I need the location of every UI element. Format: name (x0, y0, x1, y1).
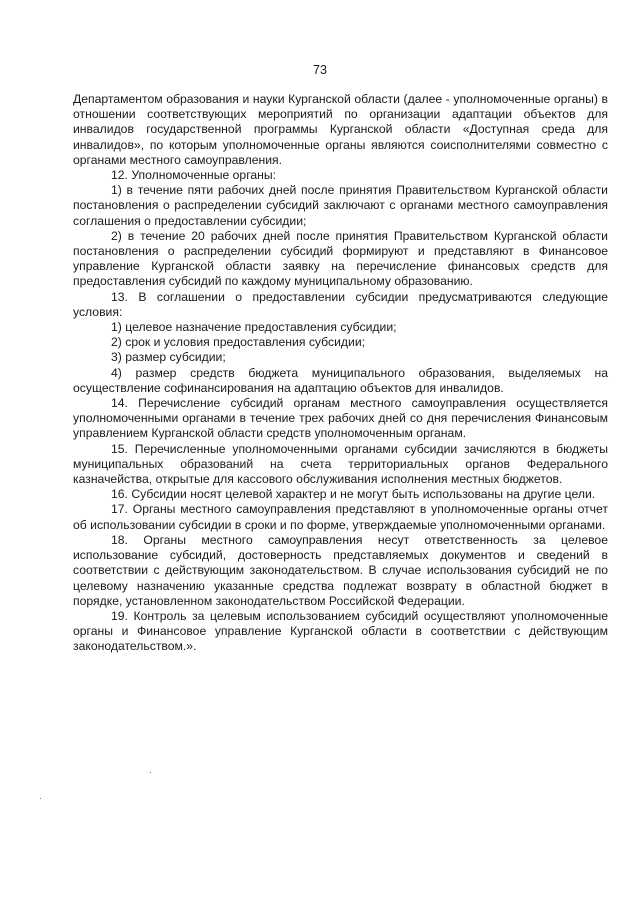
paragraph-continuation: Департаментом образования и науки Курганской области (далее - уполномоченные органы) в отношении соответствующих мероприятий по организации адаптации объектов для инвалидов государственной программы Курганской области «Доступная среда для инвалидов», по которым уполномоченные органы являются соисполнителями совместно с органами местного самоуправления. (73, 92, 608, 167)
paragraph-13-item-3: 3) размер субсидии; (111, 350, 226, 365)
paragraph-12: 12. Уполномоченные органы: (111, 168, 277, 183)
page-number: 73 (313, 63, 327, 77)
paragraph-16: 16. Субсидии носят целевой характер и не могут быть использованы на другие цели. (111, 487, 596, 502)
paragraph-15: 15. Перечисленные уполномоченными органами субсидии зачисляются в бюджеты муниципальных образований на счета территориальных органов Федерального казначейства, открытые для кассового обслуживания исполнения местных бюджетов. (73, 441, 608, 487)
paragraph-13-item-4: 4) размер средств бюджета муниципального образования, выделяемых на осуществление софинансирования на адаптацию объектов для инвалидов. (73, 365, 608, 395)
scan-speck (150, 772, 151, 773)
paragraph-17: 17. Органы местного самоуправления представляют в уполномоченные органы отчет об использовании субсидии в сроки и по форме, утверждаемые уполномоченными органами. (73, 502, 608, 532)
paragraph-14: 14. Перечисление субсидий органам местного самоуправления осуществляется уполномоченными органами в течение трех рабочих дней со дня перечисления Финансовым управлением Курганской области средств уполномоченным органам. (73, 396, 608, 441)
paragraph-13-item-1: 1) целевое назначение предоставления субсидии; (111, 320, 397, 335)
scan-speck (40, 798, 41, 799)
paragraph-13: 13. В соглашении о предоставлении субсидии предусматриваются следующие условия: (73, 289, 608, 319)
document-body (73, 92, 608, 655)
paragraph-12-item-2: 2) в течение 20 рабочих дней после принятия Правительством Курганской области постановления о распределении субсидий формируют и представляют в Финансовое управление Курганской области заявку на перечисление финансовых средств для предоставления субсидий по каждому муниципальному образованию. (73, 228, 608, 289)
paragraph-19: 19. Контроль за целевым использованием субсидий осуществляют уполномоченные органы и Финансовое управление Курганской области в соответствии с действующим законодательством.». (73, 608, 608, 654)
paragraph-13-item-2: 2) срок и условия предоставления субсидии; (111, 335, 366, 350)
paragraph-12-item-1: 1) в течение пяти рабочих дней после принятия Правительством Курганской области постановления о распределении субсидий заключают с органами местного самоуправления соглашения о предоставлении субсидии; (73, 183, 608, 228)
paragraph-18: 18. Органы местного самоуправления несут ответственность за целевое использование субсидий, достоверность представляемых документов и сведений в соответствии с действующим законодательством. В случае использования субсидий не по целевому назначению указанные средства подлежат возврату в областной бюджет в порядке, установленном законодательством Российской Федерации. (73, 532, 608, 608)
